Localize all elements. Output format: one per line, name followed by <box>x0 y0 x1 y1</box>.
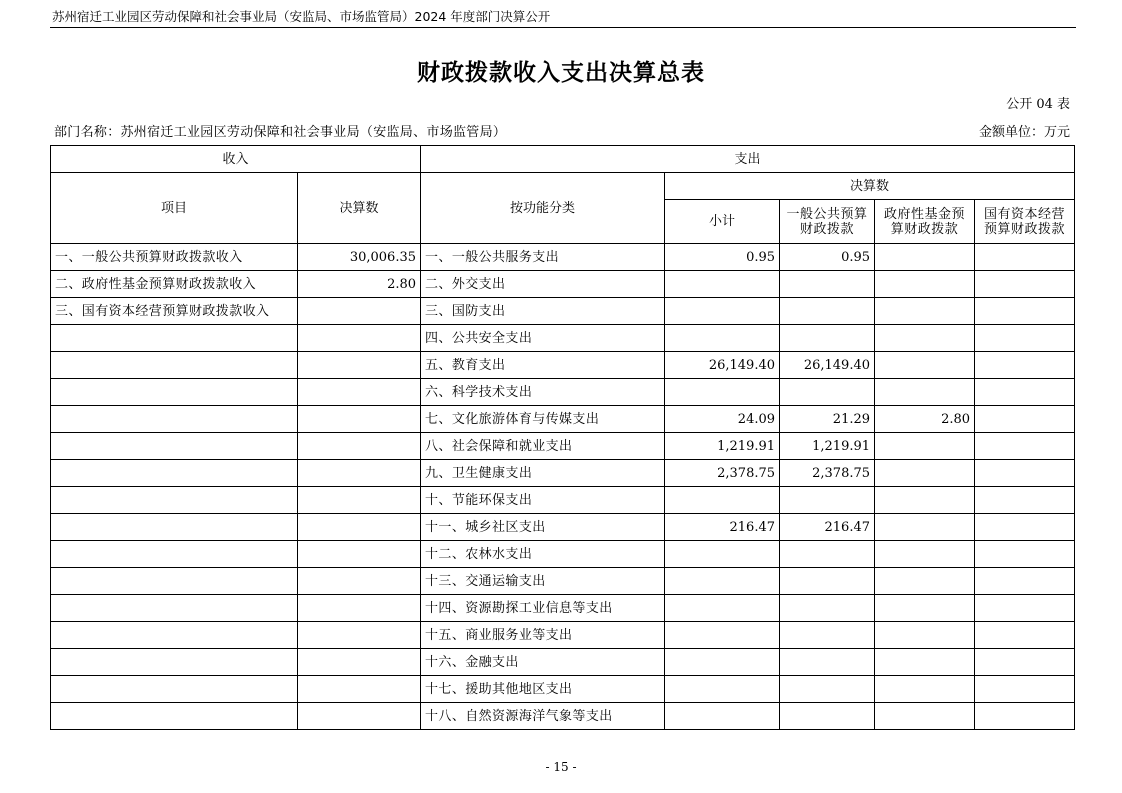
col-function-header: 按功能分类 <box>421 173 665 244</box>
expense-item-cell: 十八、自然资源海洋气象等支出 <box>421 703 665 730</box>
expense-item-cell: 十五、商业服务业等支出 <box>421 622 665 649</box>
subtotal-cell <box>665 298 780 325</box>
general-budget-cell <box>780 325 875 352</box>
state-capital-cell <box>975 676 1075 703</box>
general-budget-cell <box>780 541 875 568</box>
subtotal-cell <box>665 541 780 568</box>
income-item-cell <box>51 433 298 460</box>
fund-budget-cell <box>875 541 975 568</box>
subtotal-cell: 216.47 <box>665 514 780 541</box>
expense-item-cell: 四、公共安全支出 <box>421 325 665 352</box>
fund-budget-cell <box>875 433 975 460</box>
department-name: 部门名称：苏州宿迁工业园区劳动保障和社会事业局（安监局、市场监管局） <box>54 125 507 140</box>
form-number: 公开 04 表 <box>1006 97 1070 112</box>
fund-budget-cell <box>875 352 975 379</box>
col-item-header: 项目 <box>51 173 298 244</box>
general-budget-cell: 216.47 <box>780 514 875 541</box>
income-amount-cell <box>298 595 421 622</box>
income-amount-cell <box>298 568 421 595</box>
income-amount-cell <box>298 514 421 541</box>
fund-budget-cell: 2.80 <box>875 406 975 433</box>
subtotal-cell <box>665 595 780 622</box>
income-item-cell: 二、政府性基金预算财政拨款收入 <box>51 271 298 298</box>
general-budget-cell <box>780 703 875 730</box>
header-rule <box>50 27 1076 28</box>
subtotal-cell <box>665 568 780 595</box>
state-capital-cell <box>975 325 1075 352</box>
fund-budget-cell <box>875 244 975 271</box>
general-budget-cell <box>780 379 875 406</box>
table-row <box>51 622 1075 649</box>
income-item-cell <box>51 325 298 352</box>
income-item-cell <box>51 487 298 514</box>
income-amount-cell <box>298 406 421 433</box>
col-final-group-header: 决算数 <box>665 173 1075 200</box>
table-row <box>51 649 1075 676</box>
income-amount-cell <box>298 487 421 514</box>
table-row <box>51 460 1075 487</box>
state-capital-cell <box>975 703 1075 730</box>
state-capital-cell <box>975 271 1075 298</box>
expense-item-cell: 三、国防支出 <box>421 298 665 325</box>
state-capital-cell <box>975 595 1075 622</box>
general-budget-cell <box>780 271 875 298</box>
state-capital-cell <box>975 514 1075 541</box>
budget-summary-table <box>50 145 1075 730</box>
income-amount-cell <box>298 325 421 352</box>
general-budget-cell <box>780 298 875 325</box>
income-amount-cell: 30,006.35 <box>298 244 421 271</box>
income-amount-cell <box>298 676 421 703</box>
fund-budget-cell <box>875 703 975 730</box>
general-budget-cell <box>780 568 875 595</box>
expense-item-cell: 十四、资源勘探工业信息等支出 <box>421 595 665 622</box>
col-state-capital-header: 国有资本经营预算财政拨款 <box>975 200 1075 244</box>
income-amount-cell <box>298 703 421 730</box>
subtotal-cell <box>665 487 780 514</box>
income-amount-cell <box>298 460 421 487</box>
income-amount-cell <box>298 622 421 649</box>
expense-item-cell: 十二、农林水支出 <box>421 541 665 568</box>
fund-budget-cell <box>875 622 975 649</box>
table-row <box>51 433 1075 460</box>
col-subtotal-header: 小计 <box>665 200 780 244</box>
expense-item-cell: 十七、援助其他地区支出 <box>421 676 665 703</box>
state-capital-cell <box>975 622 1075 649</box>
income-item-cell <box>51 460 298 487</box>
expense-item-cell: 十三、交通运输支出 <box>421 568 665 595</box>
income-item-cell <box>51 352 298 379</box>
table-row <box>51 595 1075 622</box>
state-capital-cell <box>975 352 1075 379</box>
expense-item-cell: 一、一般公共服务支出 <box>421 244 665 271</box>
income-amount-cell <box>298 298 421 325</box>
income-item-cell <box>51 406 298 433</box>
general-budget-cell: 21.29 <box>780 406 875 433</box>
subtotal-cell <box>665 271 780 298</box>
state-capital-cell <box>975 460 1075 487</box>
running-header: 苏州宿迁工业园区劳动保障和社会事业局（安监局、市场监管局）2024 年度部门决算公开 <box>52 9 551 24</box>
subtotal-cell <box>665 649 780 676</box>
expense-item-cell: 十六、金融支出 <box>421 649 665 676</box>
subtotal-cell <box>665 379 780 406</box>
table-row <box>51 487 1075 514</box>
income-amount-cell <box>298 379 421 406</box>
general-budget-cell <box>780 649 875 676</box>
subtotal-cell: 2,378.75 <box>665 460 780 487</box>
fund-budget-cell <box>875 325 975 352</box>
income-header: 收入 <box>51 146 421 173</box>
fund-budget-cell <box>875 460 975 487</box>
subtotal-cell <box>665 703 780 730</box>
income-amount-cell <box>298 433 421 460</box>
general-budget-cell: 2,378.75 <box>780 460 875 487</box>
subtotal-cell <box>665 325 780 352</box>
expense-item-cell: 六、科学技术支出 <box>421 379 665 406</box>
income-item-cell: 一、一般公共预算财政拨款收入 <box>51 244 298 271</box>
income-item-cell <box>51 622 298 649</box>
page-number: - 15 - <box>545 760 577 774</box>
fund-budget-cell <box>875 568 975 595</box>
col-general-budget-header: 一般公共预算财政拨款 <box>780 200 875 244</box>
subtotal-cell: 24.09 <box>665 406 780 433</box>
subtotal-cell: 1,219.91 <box>665 433 780 460</box>
subtotal-cell <box>665 676 780 703</box>
fund-budget-cell <box>875 514 975 541</box>
expense-item-cell: 二、外交支出 <box>421 271 665 298</box>
table-row <box>51 568 1075 595</box>
expense-item-cell: 十一、城乡社区支出 <box>421 514 665 541</box>
table-row <box>51 244 1075 271</box>
fund-budget-cell <box>875 487 975 514</box>
expense-header: 支出 <box>421 146 1075 173</box>
income-amount-cell <box>298 352 421 379</box>
income-amount-cell: 2.80 <box>298 271 421 298</box>
income-item-cell <box>51 568 298 595</box>
expense-item-cell: 八、社会保障和就业支出 <box>421 433 665 460</box>
table-row <box>51 271 1075 298</box>
state-capital-cell <box>975 541 1075 568</box>
state-capital-cell <box>975 568 1075 595</box>
expense-item-cell: 七、文化旅游体育与传媒支出 <box>421 406 665 433</box>
fund-budget-cell <box>875 379 975 406</box>
state-capital-cell <box>975 244 1075 271</box>
page-title: 财政拨款收入支出决算总表 <box>417 60 705 86</box>
table-row <box>51 352 1075 379</box>
general-budget-cell <box>780 676 875 703</box>
fund-budget-cell <box>875 649 975 676</box>
income-item-cell <box>51 595 298 622</box>
col-final-amount-header: 决算数 <box>298 173 421 244</box>
subtotal-cell: 0.95 <box>665 244 780 271</box>
income-amount-cell <box>298 649 421 676</box>
table-row <box>51 514 1075 541</box>
fund-budget-cell <box>875 298 975 325</box>
state-capital-cell <box>975 379 1075 406</box>
amount-unit: 金额单位：万元 <box>978 125 1070 140</box>
income-amount-cell <box>298 541 421 568</box>
table-row <box>51 541 1075 568</box>
state-capital-cell <box>975 487 1075 514</box>
fund-budget-cell <box>875 595 975 622</box>
expense-item-cell: 十、节能环保支出 <box>421 487 665 514</box>
state-capital-cell <box>975 649 1075 676</box>
state-capital-cell <box>975 433 1075 460</box>
income-item-cell <box>51 703 298 730</box>
subtotal-cell: 26,149.40 <box>665 352 780 379</box>
fund-budget-cell <box>875 676 975 703</box>
table-row <box>51 703 1075 730</box>
expense-item-cell: 九、卫生健康支出 <box>421 460 665 487</box>
table-row <box>51 298 1075 325</box>
income-item-cell <box>51 541 298 568</box>
expense-item-cell: 五、教育支出 <box>421 352 665 379</box>
general-budget-cell: 26,149.40 <box>780 352 875 379</box>
general-budget-cell <box>780 622 875 649</box>
general-budget-cell: 0.95 <box>780 244 875 271</box>
table-row <box>51 379 1075 406</box>
general-budget-cell: 1,219.91 <box>780 433 875 460</box>
income-item-cell <box>51 379 298 406</box>
table-row <box>51 406 1075 433</box>
subtotal-cell <box>665 622 780 649</box>
general-budget-cell <box>780 595 875 622</box>
income-item-cell <box>51 676 298 703</box>
general-budget-cell <box>780 487 875 514</box>
col-fund-budget-header: 政府性基金预算财政拨款 <box>875 200 975 244</box>
state-capital-cell <box>975 406 1075 433</box>
income-item-cell <box>51 514 298 541</box>
fund-budget-cell <box>875 271 975 298</box>
income-item-cell <box>51 649 298 676</box>
income-item-cell: 三、国有资本经营预算财政拨款收入 <box>51 298 298 325</box>
table-row <box>51 325 1075 352</box>
state-capital-cell <box>975 298 1075 325</box>
table-row <box>51 676 1075 703</box>
